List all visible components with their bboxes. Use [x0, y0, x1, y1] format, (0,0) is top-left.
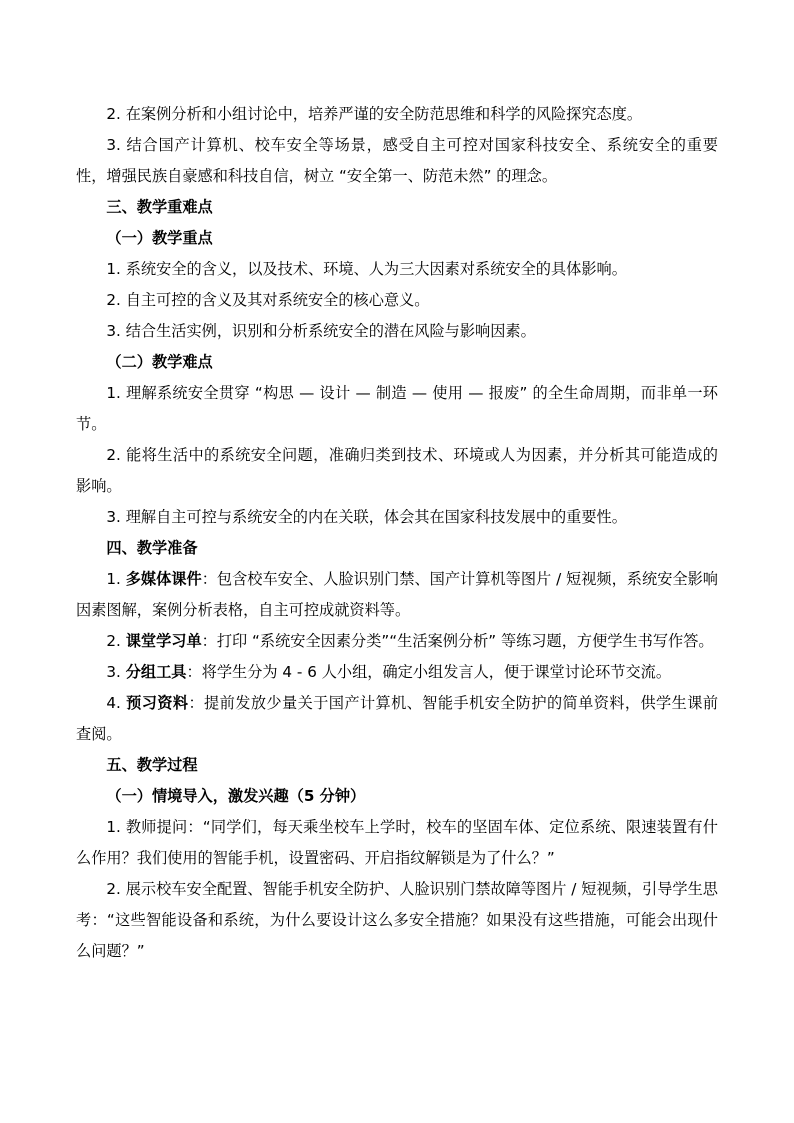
- preparation-item-1: [76, 564, 718, 626]
- section-heading-key-difficult: 三、教学重难点: [106, 198, 213, 216]
- objective-item-2: 2. 在案例分析和小组讨论中，培养严谨的安全防范思维和科学的风险探究态度。: [106, 105, 643, 123]
- subheading-key-points: （一）教学重点: [106, 229, 213, 247]
- key-point-item-2: 2. 自主可控的含义及其对系统安全的核心意义。: [106, 291, 430, 309]
- subheading-introduction: （一）情境导入，激发兴趣（5 分钟）: [106, 787, 366, 805]
- preparation-item-text: ：提前发放少量关于国产计算机、智能手机安全防护的简单资料，供学生课前查阅。: [76, 694, 719, 743]
- preparation-item-label: 课堂学习单: [125, 632, 202, 650]
- preparation-item-text: ：将学生分为 4 - 6 人小组，确定小组发言人，便于课堂讨论环节交流。: [186, 663, 672, 681]
- preparation-item-number: 2.: [106, 632, 126, 650]
- difficult-point-item-1: 1. 理解系统安全贯穿 “构思 — 设计 — 制造 — 使用 — 报废” 的全生命周期，而非单一环节。: [76, 384, 718, 433]
- preparation-item-number: 3.: [106, 663, 126, 681]
- difficult-point-item-2: 2. 能将生活中的系统安全问题，准确归类到技术、环境或人为因素，并分析其可能造成的影响。: [76, 446, 718, 495]
- preparation-item-4: [76, 688, 718, 750]
- section-heading-process: 五、教学过程: [106, 756, 198, 774]
- process-item-1: 1. 教师提问：“同学们，每天乘坐校车上学时，校车的坚固车体、定位系统、限速装置有什么作用？我们使用的智能手机，设置密码、开启指纹解锁是为了什么？”: [76, 818, 718, 867]
- preparation-item-label: 多媒体课件: [125, 570, 202, 588]
- objective-item-3: 3. 结合国产计算机、校车安全等场景，感受自主可控对国家科技安全、系统安全的重要性，增强民族自豪感和科技自信，树立 “安全第一、防范未然” 的理念。: [76, 136, 718, 185]
- subheading-difficult-points: （二）教学难点: [106, 353, 213, 371]
- key-point-item-1: 1. 系统安全的含义，以及技术、环境、人为三大因素对系统安全的具体影响。: [106, 260, 627, 278]
- preparation-item-label: 预习资料: [126, 694, 189, 712]
- process-item-2: 2. 展示校车安全配置、智能手机安全防护、人脸识别门禁故障等图片 / 短视频，引导学生思考：“这些智能设备和系统，为什么要设计这么多安全措施？如果没有这些措施，可能会出现什么问题？”: [76, 880, 718, 960]
- preparation-item-number: 1.: [106, 570, 126, 588]
- key-point-item-3: 3. 结合生活实例，识别和分析系统安全的潜在风险与影响因素。: [106, 322, 536, 340]
- preparation-item-3: [76, 657, 718, 688]
- section-heading-preparation: 四、教学准备: [106, 539, 198, 557]
- preparation-item-2: [76, 626, 718, 657]
- difficult-point-item-3: 3. 理解自主可控与系统安全的内在关联，体会其在国家科技发展中的重要性。: [106, 508, 627, 526]
- preparation-item-text: ：包含校车安全、人脸识别门禁、国产计算机等图片 / 短视频，系统安全影响因素图解，案例分析表格，自主可控成就资料等。: [76, 570, 718, 619]
- preparation-item-text: ：打印 “系统安全因素分类”“生活案例分析” 等练习题，方便学生书写作答。: [201, 632, 714, 650]
- preparation-item-label: 分组工具: [125, 663, 187, 681]
- preparation-item-number: 4.: [106, 694, 127, 712]
